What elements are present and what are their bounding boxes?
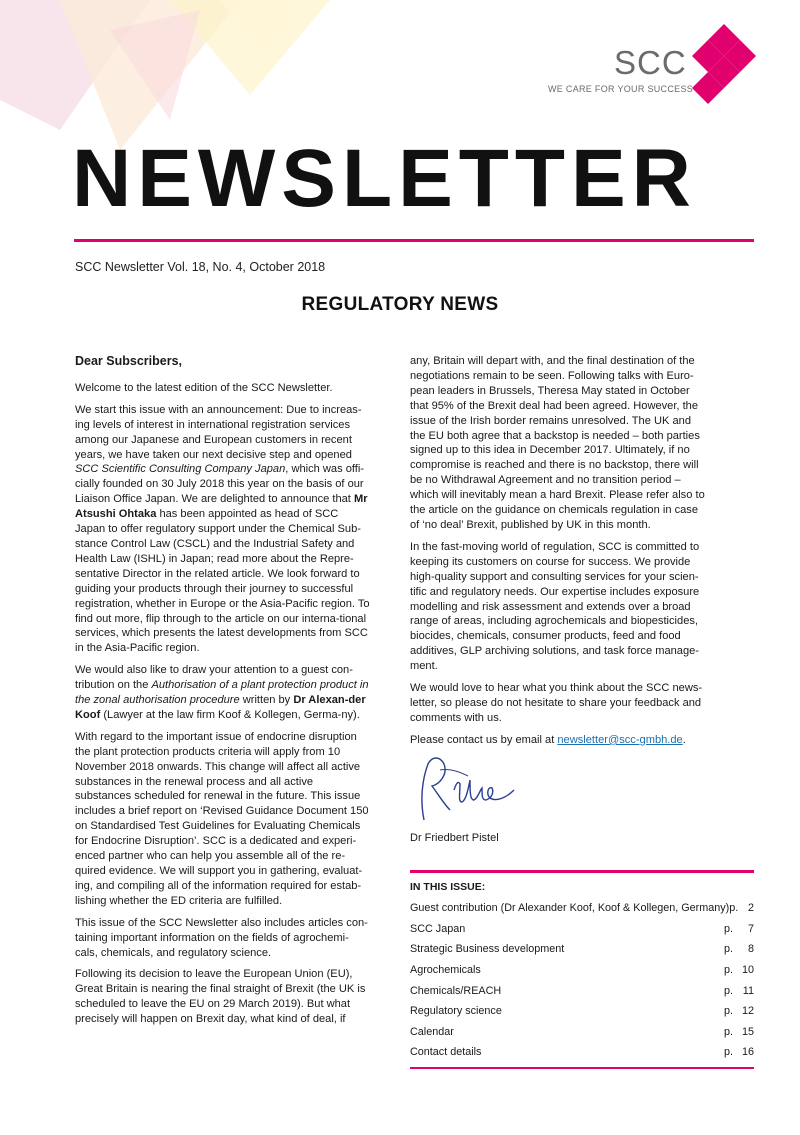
text-segment: Please contact us by email at — [410, 733, 558, 746]
text-segment: We would also like to draw your attention to a guest con-tribution on the — [75, 664, 353, 692]
toc-item[interactable] — [410, 898, 754, 919]
toc-item-title: Strategic Business development — [410, 943, 565, 956]
paragraph-guest-contribution — [75, 663, 371, 723]
toc-item[interactable] — [410, 1001, 754, 1022]
table-of-contents — [410, 870, 754, 1069]
toc-top-divider — [410, 870, 754, 873]
toc-page-prefix: p. — [724, 922, 734, 935]
toc-page-number: 8 — [747, 943, 754, 956]
paragraph-endocrine: With regard to the important issue of endocrine disruption the plant protection products criteria will apply from 10 November 2018 onwards. This change will affect all active substances in the renewal process and all active substances scheduled for renewal in the future. This issue includes a brief report on ‘Revised Guidance Document 150 on Standardised Test Guidelines for Evaluating Chemicals for Endocrine Disruption’. SCC is a dedicated and experi-enced partner who can help you assemble all of the re-quired evidence. We will support you in gathering, evaluat-ing, and compiling all of the information required for estab-lishing whether the ED criteria are fulfilled. — [75, 730, 369, 907]
section-title: REGULATORY NEWS — [301, 294, 499, 315]
handwritten-signature — [410, 750, 530, 830]
toc-item-title: Guest contribution (Dr Alexander Koof, Koof & Kollegen, Germany) — [410, 902, 730, 915]
toc-item-title: Contact details — [410, 1046, 482, 1059]
toc-item[interactable] — [410, 939, 754, 960]
logo-tagline: WE CARE FOR YOUR SUCCESS — [548, 84, 694, 94]
toc-list — [410, 898, 754, 1063]
scc-logo — [548, 24, 758, 106]
toc-item[interactable] — [410, 960, 754, 981]
paragraph-brexit: any, Britain will depart with, and the final destination of the negotiations remain to be seen. Following talks with Euro-pean leaders in Brussels, Theresa May stated in October that 95% of the Brexit deal had been agreed. However, the issue of the Irish border remains unresolved. The UK and the EU both agree that a backstop is needed – both parties signed up to this idea in December 2017. Ultimately, if no compromise is reached and there is no backstop, there will be no Withdrawal Agreement and no transition period – which will inevitably mean a hard Brexit. Please refer also to the article on the guidance on chemicals regulation in case of ‘no deal’ Brexit, published by UK in this month. — [410, 355, 705, 531]
author-name-bold: Dr Alexan-der Koof — [75, 694, 366, 721]
masthead-title: NEWSLETTER — [72, 133, 697, 224]
toc-page-number: 16 — [741, 1046, 754, 1059]
paragraph-feedback: We would love to hear what you think about the SCC news-letter, so please do not hesitate to share your feedback and comments with us. — [410, 682, 703, 724]
text-segment: We start this issue with an announcement: Due to increas-ing levels of interest in international registration services among our Japanese and European customers in recent years, we have taken our next decisive step and opened — [75, 403, 362, 461]
signer-name: Dr Friedbert Pistel — [410, 832, 499, 844]
toc-item[interactable] — [410, 1042, 754, 1063]
text-segment: written by — [239, 694, 294, 707]
contact-email-link[interactable]: newsletter@scc-gmbh.de — [557, 733, 683, 746]
paragraph-contact — [410, 733, 706, 748]
toc-page-prefix: p. — [724, 1025, 734, 1038]
text-segment: has been appointed as head of SCC Japan to offer regulatory support under the Chemical Sub-stance Control Law (CSCL) and the Industrial Safety and Health Law (ISHL) in Japan; read more about the Repre-sentative Director in the related article. We look forward to guiding your products through their journey to successful registration, whether in Europe or the Asia-Pacific region. To find out more, flip through to the article on our interna-tional services, which presents the latest developments from SCC in the Asia-Pacific region. — [75, 508, 370, 655]
person-name-bold: Mr Atsushi Ohtaka — [75, 493, 368, 521]
toc-item[interactable] — [410, 1022, 754, 1043]
toc-item-title: Agrochemicals — [410, 964, 481, 977]
letter-right-column — [410, 354, 706, 755]
toc-page-number: 11 — [742, 984, 754, 997]
greeting: Dear Subscribers, — [75, 354, 182, 368]
letter-left-column — [75, 354, 371, 1034]
toc-item[interactable] — [410, 980, 754, 1001]
paragraph-announcement — [75, 403, 371, 656]
toc-page-number: 10 — [741, 964, 754, 977]
issue-info: SCC Newsletter Vol. 18, No. 4, October 2018 — [75, 260, 326, 274]
toc-item-title: Calendar — [410, 1025, 454, 1038]
toc-item-title: Regulatory science — [410, 1005, 502, 1018]
paragraph-welcome: Welcome to the latest edition of the SCC Newsletter. — [75, 381, 333, 394]
text-segment: , which was offi-cially founded on 30 July 2018 this year on the basis of our Liaison Office Japan. We are delighted to announce that — [75, 463, 364, 506]
toc-page-prefix: p. — [724, 964, 734, 977]
logo-wordmark: SCC — [614, 44, 687, 81]
paragraph-brexit-intro: Following its decision to leave the European Union (EU), Great Britain is nearing the final straight of Brexit (the UK is scheduled to leave the EU on 29 March 2019). But what precisely will happen on Brexit day, what kind of deal, if — [75, 968, 366, 1026]
text-segment: (Lawyer at the law firm Koof & Kollegen, Germa-ny). — [100, 708, 360, 721]
toc-item-title: SCC Japan — [410, 922, 466, 935]
toc-item[interactable] — [410, 919, 754, 940]
paragraph-articles: This issue of the SCC Newsletter also includes articles con-taining important information on the fields of agrochemi-cals, chemicals, and regulatory science. — [75, 916, 368, 959]
text-segment: . — [682, 733, 686, 746]
toc-page-prefix: p. — [724, 984, 734, 997]
toc-page-number: 12 — [741, 1005, 754, 1018]
article-title-italic: Authorisation of a plant protection product in the zonal authorisation procedure — [75, 679, 369, 707]
toc-item-title: Chemicals/REACH — [410, 984, 502, 997]
company-name-italic: SCC Scientific Consulting Company Japan — [75, 463, 286, 476]
toc-page-prefix: p. — [729, 902, 739, 915]
toc-heading: IN THIS ISSUE: — [410, 881, 486, 893]
toc-page-number: 2 — [747, 902, 754, 915]
logo-diamonds-icon — [690, 24, 758, 106]
toc-bottom-divider — [410, 1067, 754, 1069]
masthead-divider — [74, 239, 754, 242]
toc-page-prefix: p. — [724, 943, 734, 956]
paragraph-services: In the fast-moving world of regulation, SCC is committed to keeping its customers on course for success. We provide high-quality support and consulting services for your scien-tific and regulatory needs. Our expertise includes exposure modelling and risk assessment and extends over a broad range of areas, including agrochemicals and biopesticides, biocides, chemicals, consumer products, feed and food additives, GLP archiving solutions, and task force manage-ment. — [410, 540, 700, 673]
toc-page-prefix: p. — [724, 1046, 734, 1059]
toc-page-number: 15 — [741, 1025, 754, 1038]
toc-page-prefix: p. — [724, 1005, 734, 1018]
toc-page-number: 7 — [747, 922, 754, 935]
